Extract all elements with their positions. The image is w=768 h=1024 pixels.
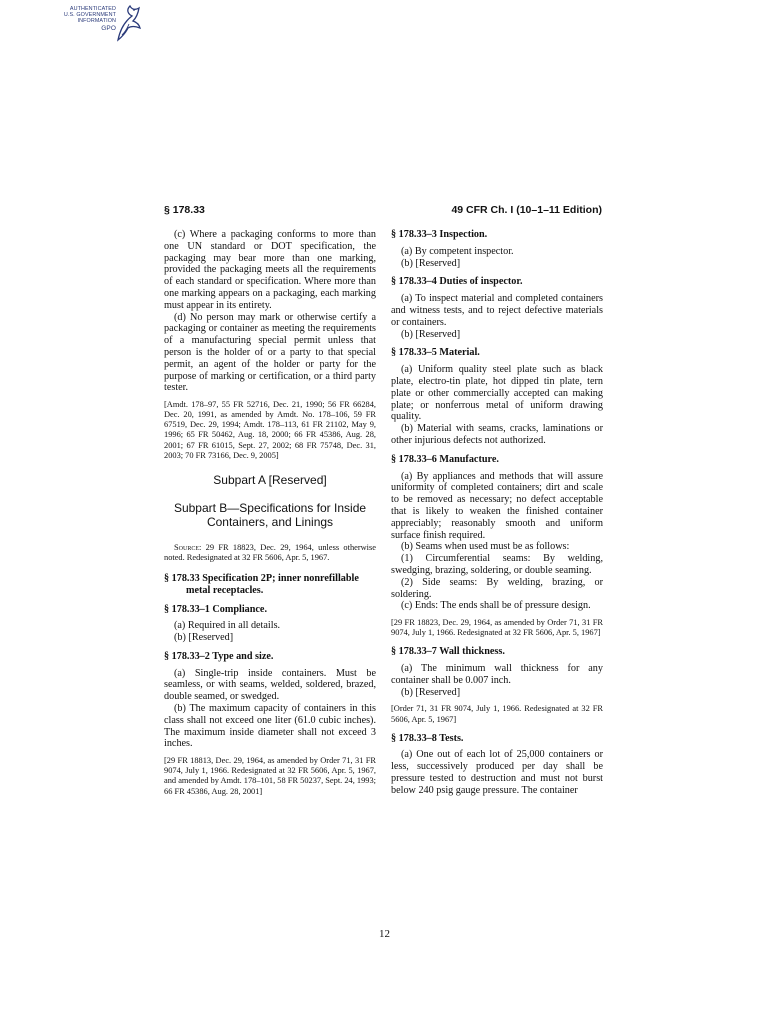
- subpart-a-heading: Subpart A [Reserved]: [213, 472, 327, 487]
- section-heading: [164, 604, 376, 616]
- paragraph: (a) Uniform quality steel plate such as black plate, electro-tin plate, hot dipped tin plate, tern plate or other commercially accepted can making plate; or nonferrous metal of uniform drawing quality.: [391, 364, 603, 423]
- logo-line-3: INFORMATION: [77, 18, 116, 25]
- section-number: § 178.33–1: [164, 603, 210, 615]
- section-number: § 178.33–3: [391, 229, 437, 240]
- header-section: § 178.33: [164, 204, 205, 216]
- section-number: § 178.33: [164, 572, 200, 584]
- paragraph: (a) By competent inspector.: [401, 245, 514, 257]
- section-heading: [391, 276, 603, 288]
- section-number: § 178.33–8: [391, 732, 437, 744]
- header-title: 49 CFR Ch. I (10–1–11 Edition): [451, 204, 602, 216]
- section-title: Duties of inspector.: [439, 276, 523, 288]
- paragraph: (a) The minimum wall thickness for any container shall be 0.007 inch.: [391, 663, 603, 686]
- subpart-b-heading: Subpart B—Specifications for Inside Containers, and Linings: [173, 500, 367, 529]
- paragraph: (b) [Reserved]: [401, 328, 461, 340]
- section-heading: [391, 347, 603, 359]
- page-header: [164, 204, 602, 218]
- section-heading: [164, 573, 376, 597]
- paragraph: (a) Single-trip inside containers. Must be seamless, or with seams, welded, soldered, brazed, double seamed, or swedged.: [164, 667, 376, 703]
- logo-line-2: U.S. GOVERNMENT: [63, 12, 116, 19]
- paragraph: (b) [Reserved]: [401, 686, 461, 698]
- amendment-note: [29 FR 18813, Dec. 29, 1964, as amended by Order 71, 31 FR 9074, July 1, 1966. Redesignated at 32 FR 5606, Apr. 5, 1967, and amended by Amdt. 178–101, 58 FR 50237, Sept. 24, 1993; 66 FR 45386, Aug. 28, 2001]: [164, 756, 376, 796]
- section-number: § 178.33–4: [391, 276, 437, 288]
- section-title: Material.: [439, 347, 480, 359]
- amendment-note: [Order 71, 31 FR 9074, July 1, 1966. Redesignated at 32 FR 5606, Apr. 5, 1967]: [391, 704, 603, 724]
- gpo-authentication-logo: [56, 4, 142, 44]
- paragraph: (a) To inspect material and completed containers and witness tests, and to reject defective materials or containers.: [391, 293, 603, 328]
- section-title: Specification 2P; inner nonrefillable metal receptacles.: [186, 572, 359, 596]
- right-column: [391, 229, 603, 797]
- section-heading: [391, 454, 603, 466]
- section-title: Tests.: [439, 732, 464, 744]
- section-number: § 178.33–7: [391, 646, 437, 658]
- eagle-icon: [114, 4, 142, 44]
- section-heading: [391, 733, 603, 745]
- logo-gpo: GPO: [101, 24, 116, 32]
- paragraph: (d) No person may mark or otherwise certify a packaging or container as meeting the requirements of a manufacturing special permit unless that person is the holder of or a party to that special permit, an agent of the holder or party for the purpose of marking or certification, or a third party tester.: [164, 311, 376, 394]
- page-number: 12: [379, 928, 390, 940]
- section-title: Type and size.: [212, 650, 274, 662]
- paragraph: (a) Required in all details.: [174, 620, 281, 632]
- logo-text: [56, 6, 116, 32]
- paragraph: (b) Material with seams, cracks, laminations or other injurious defects not authorized.: [391, 423, 603, 446]
- paragraph: (a) One out of each lot of 25,000 containers or less, successively produced per day shall be pressure tested to destruction and must not burst below 240 psig gauge pressure. The container: [391, 749, 603, 796]
- section-title: Compliance.: [212, 603, 268, 615]
- amendment-note: [Amdt. 178–97, 55 FR 52716, Dec. 21, 1990; 56 FR 66284, Dec. 20, 1991, as amended by Amdt. No. 178–106, 59 FR 67519, Dec. 29, 1994; Amdt. 178–113, 61 FR 21102, May 9, 1996; 65 FR 50462, Aug. 18, 2000; 66 FR 45386, Aug. 28, 2001; 67 FR 61015, Sept. 27, 2002; 68 FR 75748, Dec. 31, 2003; 70 FR 73166, Dec. 9, 2005]: [164, 400, 376, 460]
- paragraph: (b) Seams when used must be as follows:: [401, 541, 570, 553]
- section-title: Inspection.: [439, 229, 488, 240]
- section-number: § 178.33–2: [164, 650, 210, 662]
- paragraph: (c) Ends: The ends shall be of pressure design.: [401, 600, 591, 612]
- section-heading: [391, 646, 603, 658]
- paragraph: (1) Circumferential seams: By welding, swedging, brazing, soldering, or double seaming.: [391, 553, 603, 576]
- source-label: Source:: [174, 542, 202, 552]
- section-heading: [391, 229, 603, 241]
- left-column: [164, 229, 376, 805]
- section-number: § 178.33–5: [391, 347, 437, 359]
- logo-line-1: AUTHENTICATED: [69, 6, 116, 12]
- paragraph: (c) Where a packaging conforms to more than one UN standard or DOT specification, the packaging may bear more than one marking, provided the packaging meets all the requirements of each standard or specification. Where more than one marking appears on a packaging, each marking must appear in its entirety.: [164, 229, 376, 311]
- paragraph: (2) Side seams: By welding, brazing, or soldering.: [391, 576, 603, 600]
- section-title: Manufacture.: [439, 453, 499, 465]
- section-heading: [164, 651, 376, 663]
- amendment-note: [29 FR 18823, Dec. 29, 1964, as amended by Order 71, 31 FR 9074, July 1, 1966. Redesignated at 32 FR 5606, Apr. 5, 1967]: [391, 618, 603, 638]
- paragraph: (b) [Reserved]: [401, 257, 461, 269]
- source-text: 29 FR 18823, Dec. 29, 1964, unless otherwise noted. Redesignated at 32 FR 5606, Apr. 5, 1967.: [164, 542, 376, 562]
- paragraph: (b) The maximum capacity of containers in this class shall not exceed one liter (61.0 cubic inches). The maximum inside diameter shall not exceed 3 inches.: [164, 703, 376, 750]
- section-title: Wall thickness.: [439, 646, 505, 658]
- paragraph: (b) [Reserved]: [174, 632, 234, 644]
- source-note: [164, 543, 376, 563]
- paragraph: (a) By appliances and methods that will assure uniformity of completed containers; dirt and scale to be removed as necessary; no defect acceptable that is likely to weaken the finished container appreciably; reasonably smooth and uniform surface finish required.: [391, 470, 603, 541]
- section-number: § 178.33–6: [391, 453, 437, 465]
